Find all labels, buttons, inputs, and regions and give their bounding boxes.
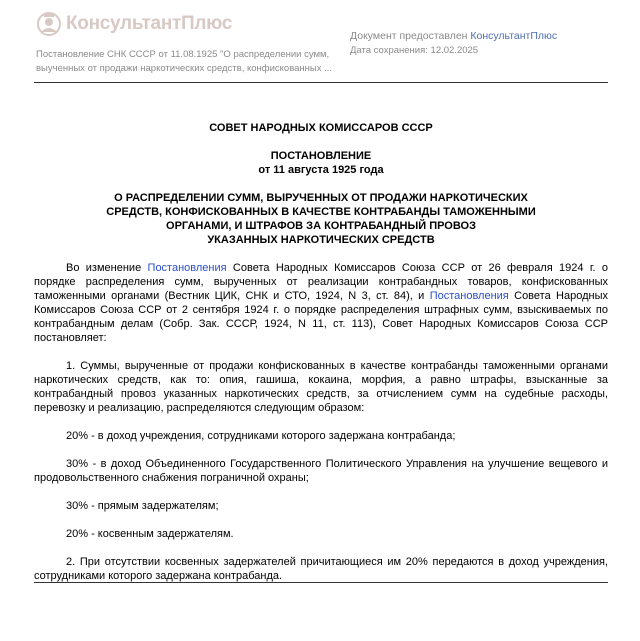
intro-text: Совета Народных Комиссаров Союза ССР от 26 февраля 1924 г. о порядке распределения сумм, вырученных от реализации контрабандных товаров, конфискованных таможенными органами (Вестник ЦИК, СНК и СТО, 1924, N 3, ст. 84), и <box>34 262 608 302</box>
paragraph-3: 30% - в доход Объединенного Государственного Политического Управления на улучшение вещевого и продовольственного снабжения пограничной охраны; <box>34 458 608 484</box>
paragraph-6: 2. При отсутствии косвенных задержателей причитающиеся им 20% передаются в доход учреждения, сотрудниками которого задержана контрабанда. <box>34 556 608 582</box>
decree-link-1[interactable]: Постановления <box>147 262 227 274</box>
paragraph-4: 30% - прямым задержателям; <box>66 500 219 512</box>
title-line: СРЕДСТВ, КОНФИСКОВАННЫХ В КАЧЕСТВЕ КОНТРАБАНДЫ ТАМОЖЕННЫМИ <box>106 206 536 218</box>
provided-prefix: Документ предоставлен <box>350 30 471 42</box>
paragraph-5: 20% - косвенным задержателям. <box>66 528 234 540</box>
issuing-organ: СОВЕТ НАРОДНЫХ КОМИССАРОВ СССР <box>209 122 433 134</box>
provider-link[interactable]: КонсультантПлюс <box>470 30 558 42</box>
brand-name: КонсультантПлюс <box>66 13 233 34</box>
page-header <box>0 0 640 82</box>
provided-by <box>350 30 557 42</box>
paragraph-1: 1. Суммы, вырученные от продажи конфискованных в качестве контрабанды таможенными органами наркотических средств, как то: опия, гашиша, кокаина, морфия, а равно штрафы, взысканные за контрабандный провоз указанных наркотических средств, за отчислением сумм на судебные расходы, перевозку и реализацию, распределяются следующим образом: <box>34 360 608 414</box>
paragraph-2: 20% - в доход учреждения, сотрудниками которого задержана контрабанда; <box>66 430 456 442</box>
decree-link-2[interactable]: Постановления <box>429 290 509 302</box>
header-divider <box>34 82 608 83</box>
intro-text: Во изменение <box>66 262 148 274</box>
intro-text: Совета Народных Комиссаров Союза ССР от 2 сентября 1924 г. о порядке распределения штрафных сумм, взыскиваемых по контрабандным делам (Собр. Зак. СССР, 1924, N 11, ст. 113), Совет Народных Комиссаров Союза ССР постановляет: <box>34 290 609 344</box>
title-line: ОРГАНАМИ, И ШТРАФОВ ЗА КОНТРАБАНДНЫЙ ПРОВОЗ <box>166 220 476 232</box>
title-line: О РАСПРЕДЕЛЕНИИ СУММ, ВЫРУЧЕННЫХ ОТ ПРОДАЖИ НАРКОТИЧЕСКИХ <box>114 192 528 204</box>
document-title <box>34 191 608 247</box>
save-date: Дата сохранения: 12.02.2025 <box>350 45 479 56</box>
document-caption: Постановление СНК СССР от 11.08.1925 "О распределении сумм, выученных от продажи наркотических средств, конфискованных ... <box>36 49 333 74</box>
brand-logo <box>36 10 232 38</box>
footer-divider <box>34 582 608 583</box>
document-date: от 11 августа 1925 года <box>258 164 384 176</box>
intro-paragraph <box>34 261 608 345</box>
document-type: ПОСТАНОВЛЕНИЕ <box>270 150 372 162</box>
consultant-logo-icon <box>36 11 62 37</box>
document-body <box>34 121 608 583</box>
title-line: УКАЗАННЫХ НАРКОТИЧЕСКИХ СРЕДСТВ <box>207 234 435 246</box>
